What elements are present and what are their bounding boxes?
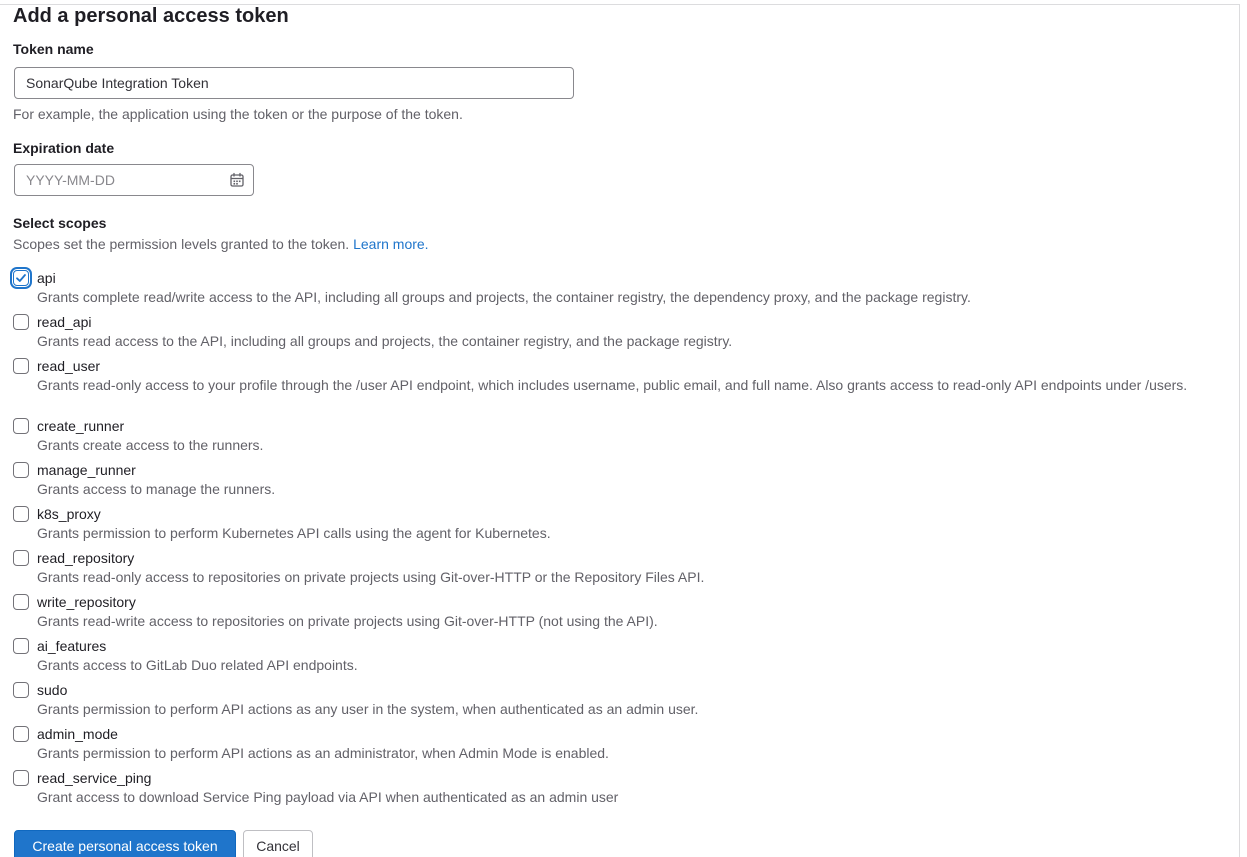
scope-name[interactable]: read_service_ping [37,770,152,786]
scope-description: Grant access to download Service Ping payload via API when authenticated as an admin user [37,789,619,805]
scope-name[interactable]: create_runner [37,418,125,434]
page-title: Add a personal access token [13,5,289,27]
expiration-date-label: Expiration date [13,140,115,156]
scope-description: Grants permission to perform API actions as any user in the system, when authenticated as an admin user. [37,701,699,717]
learn-more-link[interactable]: Learn more. [353,236,429,252]
calendar-icon[interactable] [229,172,245,188]
scope-description: Grants read-only access to repositories on private projects using Git-over-HTTP or the Repository Files API. [37,569,705,585]
scope-name[interactable]: sudo [37,682,68,698]
scope-api-checkbox[interactable] [13,270,29,286]
scope-name[interactable]: read_api [37,314,92,330]
scope-description: Grants create access to the runners. [37,437,264,453]
scope-name[interactable]: api [37,270,56,286]
scope-read-user-checkbox[interactable] [13,358,29,374]
scope-read-service-ping-checkbox[interactable] [13,770,29,786]
token-name-label: Token name [13,41,94,57]
right-divider [1239,4,1240,857]
scope-description: Grants read access to the API, including all groups and projects, the container registry, and the package registry. [37,333,733,349]
scope-write-repository-checkbox[interactable] [13,594,29,610]
token-name-help: For example, the application using the token or the purpose of the token. [13,106,463,122]
scope-k8s-proxy-checkbox[interactable] [13,506,29,522]
scope-description: Grants read-write access to repositories on private projects using Git-over-HTTP (not using the API). [37,613,658,629]
token-name-input[interactable] [14,67,574,99]
check-icon [15,272,27,284]
scope-create-runner-checkbox[interactable] [13,418,29,434]
scope-read-api-checkbox[interactable] [13,314,29,330]
expiration-date-input[interactable] [15,165,242,195]
scopes-help [13,235,429,253]
scope-manage-runner-checkbox[interactable] [13,462,29,478]
select-scopes-label: Select scopes [13,215,107,231]
scope-name[interactable]: ai_features [37,638,107,654]
scope-name[interactable]: read_user [37,358,101,374]
scope-description: Grants access to manage the runners. [37,481,276,497]
scope-admin-mode-checkbox[interactable] [13,726,29,742]
scope-name[interactable]: admin_mode [37,726,118,742]
scope-name[interactable]: write_repository [37,594,136,610]
scope-description: Grants complete read/write access to the API, including all groups and projects, the container registry, the dependency proxy, and the package registry. [37,289,971,305]
scope-read-repository-checkbox[interactable] [13,550,29,566]
scope-ai-features-checkbox[interactable] [13,638,29,654]
scope-description: Grants permission to perform API actions as an administrator, when Admin Mode is enabled. [37,745,609,761]
cancel-button[interactable]: Cancel [243,830,313,857]
scope-description: Grants access to GitLab Duo related API endpoints. [37,657,358,673]
scope-name[interactable]: manage_runner [37,462,136,478]
scope-description: Grants permission to perform Kubernetes API calls using the agent for Kubernetes. [37,525,551,541]
create-token-button[interactable]: Create personal access token [14,830,236,857]
expiration-date-field[interactable] [14,164,254,196]
scope-name[interactable]: read_repository [37,550,135,566]
scope-sudo-checkbox[interactable] [13,682,29,698]
scopes-help-text: Scopes set the permission levels granted to the token. [13,236,350,252]
scope-description: Grants read-only access to your profile through the /user API endpoint, which includes username, public email, and full name. Also grants access to read-only API endpoints under /users. [37,377,1188,393]
scope-name[interactable]: k8s_proxy [37,506,101,522]
